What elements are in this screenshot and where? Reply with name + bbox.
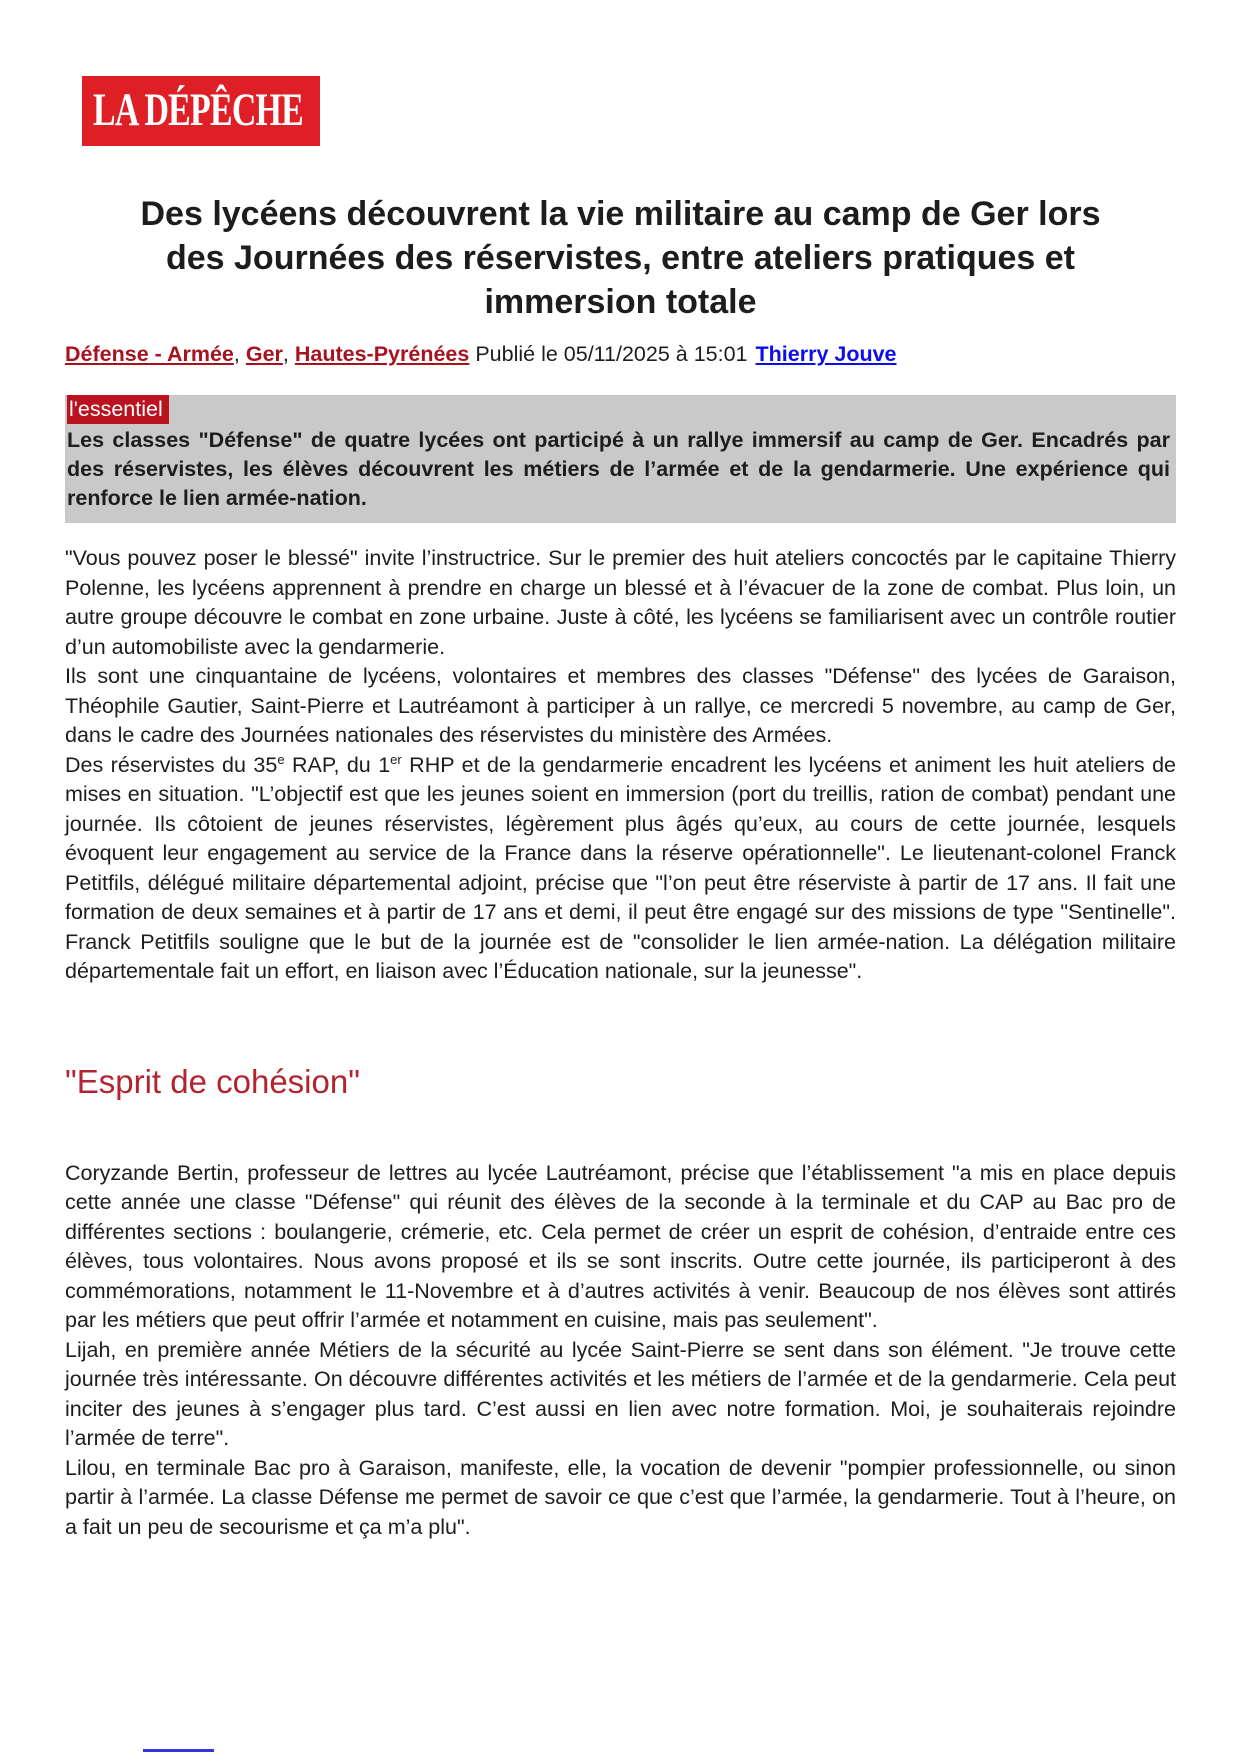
paragraph-4: Coryzande Bertin, professeur de lettres au lycée Lautréamont, précise que l’établissement "a mis en place depuis cette année une classe "Défense" qui réunit des élèves de la seconde à la terminale et du CAP au Bac pro de différentes sections : boulangerie, crémerie, etc. Cela permet de créer un esprit de cohésion, d’entraide entre ces élèves, tous volontaires. Nous avons proposé et ils se sont inscrits. Outre cette journée, ils participeront à des commémorations, notamment le 11-Novembre et à d’autres activités à venir. Beaucoup de nos élèves sont attirés par les métiers que peut offrir l’armée et notamment en cuisine, mais pas seulement".: [65, 1160, 1176, 1332]
article-body-block-1: [65, 544, 1176, 987]
essentiel-summary: Les classes "Défense" de quatre lycées ont participé à un rallye immersif au camp de Ger. Encadrés par des réservistes, les élèves découvrent les métiers de l’armée et de la gendarmerie. Une expérience qui renforce le lien armée-nation.: [67, 428, 1170, 510]
paragraph-5: Lijah, en première année Métiers de la sécurité au lycée Saint-Pierre se sent dans son élément. "Je trouve cette journée très intéressante. On découvre différentes activités et les métiers de l’armée et de la gendarmerie. Cela peut inciter des jeunes à s’engager plus tard. C’est aussi en lien avec notre formation. Moi, je souhaiterais rejoindre l’armée de terre".: [65, 1337, 1176, 1450]
paragraph-3-text: Des réservistes du 35: [65, 752, 278, 777]
tag-link-defense-armee[interactable]: Défense - Armée: [65, 342, 234, 366]
paragraph-6: Lilou, en terminale Bac pro à Garaison, manifeste, elle, la vocation de devenir "pompier professionnelle, ou sinon partir à l’armée. La classe Défense me permet de savoir ce que c’est que l’armée, la gendarmerie. Tout à l’heure, on a fait un peu de secourisme et ça m’a plu".: [65, 1455, 1176, 1539]
ladepeche-logo-text: LA DÉPÊCHE: [93, 84, 303, 137]
byline-separator: ,: [233, 342, 246, 366]
paragraph-1: "Vous pouvez poser le blessé" invite l’instructrice. Sur le premier des huit ateliers concoctés par le capitaine Thierry Polenne, les lycéens apprennent à prendre en charge un blessé et à l’évacuer de la zone de combat. Plus loin, un autre groupe découvre le combat en zone urbaine. Juste à côté, les lycéens se familiarisent avec un contrôle routier d’un automobiliste avec la gendarmerie.: [65, 546, 1176, 659]
paragraph-2: Ils sont une cinquantaine de lycéens, volontaires et membres des classes "Défense" des lycées de Garaison, Théophile Gautier, Saint-Pierre et Lautréamont à participer à un rallye, ce mercredi 5 novembre, au camp de Ger, dans le cadre des Journées nationales des réservistes du ministère des Armées.: [65, 664, 1176, 747]
paragraph-3-text: RAP, du 1: [284, 752, 391, 777]
section-heading: "Esprit de cohésion": [65, 1062, 360, 1100]
article-title-line-2: des Journées des réservistes, entre ateliers pratiques et: [165, 239, 1075, 277]
article-title-line-1: Des lycéens découvrent la vie militaire au camp de Ger lors: [140, 195, 1101, 233]
paragraph-3-text: RHP et de la gendarmerie encadrent les lycéens et animent les huit ateliers de mises en situation. "L’objectif est que les jeunes soient en immersion (port du treillis, ration de combat) pendant une journée. Ils côtoient de jeunes réservistes, légèrement plus âgés qu’eux, au cours de cette journée, lesquels évoquent leur engagement au service de la France dans la réserve opérationnelle". Le lieutenant-colonel Franck Petitfils, délégué militaire départemental adjoint, précise que "l’on peut être réserviste à partir de 17 ans. Il fait une formation de deux semaines et à partir de 17 ans et demi, il peut être engagé sur des missions de type "Sentinelle". Franck Petitfils souligne que le but de la journée est de "consolider le lien armée-nation. La délégation militaire départementale fait un effort, en liaison avec l’Éducation nationale, sur la jeunesse".: [65, 752, 1176, 983]
publish-date: Publié le 05/11/2025 à 15:01: [475, 342, 748, 366]
article-title-line-3: immersion totale: [484, 283, 757, 321]
author-link[interactable]: Thierry Jouve: [755, 342, 897, 366]
masthead: [82, 0, 1176, 146]
essentiel-label: l'essentiel: [67, 395, 169, 424]
superscript-er: er: [390, 751, 402, 767]
truncated-link-fragment[interactable]: [143, 1749, 214, 1752]
paragraph-3: [65, 751, 1176, 987]
ladepeche-logo[interactable]: [82, 76, 320, 146]
essentiel-box: [65, 395, 1176, 523]
superscript-e: e: [277, 751, 285, 767]
byline-separator: ,: [282, 342, 295, 366]
article-body-block-2: [65, 1159, 1176, 1543]
byline: [65, 340, 1176, 368]
article-title: [65, 192, 1176, 324]
tag-link-ger[interactable]: Ger: [245, 342, 283, 366]
tag-link-hautes-pyrenees[interactable]: Hautes-Pyrénées: [294, 342, 470, 366]
